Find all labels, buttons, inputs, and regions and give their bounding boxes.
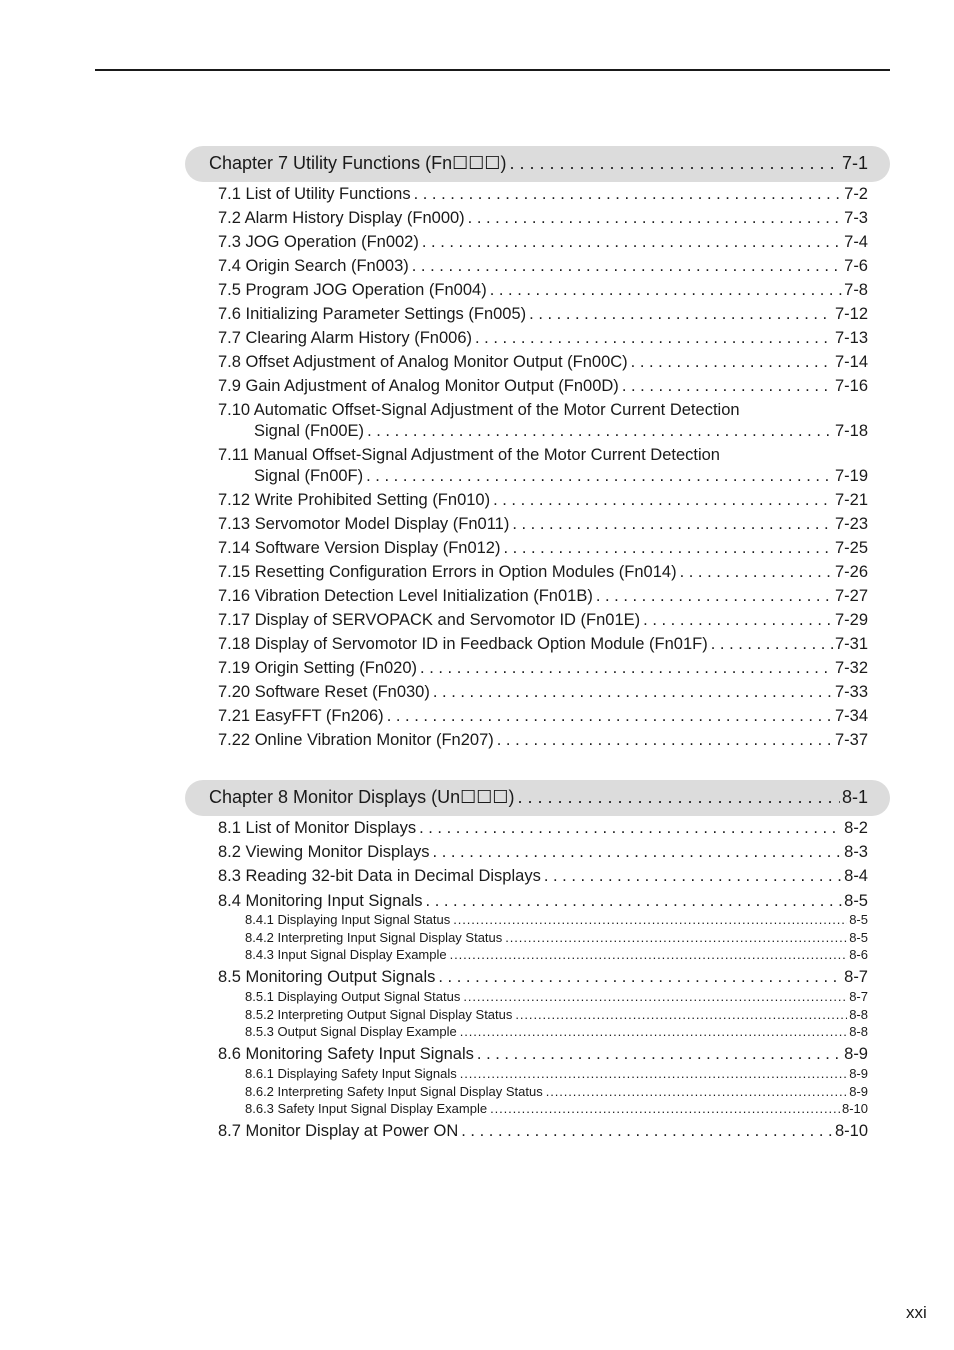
toc-subentry[interactable] [245, 1067, 868, 1081]
entry-title: 8.4 Monitoring Input Signals [218, 892, 423, 910]
toc-entry[interactable] [218, 281, 868, 299]
entry-title: 8.5.3 Output Signal Display Example [245, 1024, 457, 1039]
header-rule [95, 69, 890, 71]
entry-title: Signal (Fn00F) [254, 467, 364, 485]
page-number: xxi [906, 1303, 927, 1322]
dot-leader [416, 819, 842, 837]
dot-leader [490, 491, 833, 509]
dot-leader [500, 539, 832, 557]
chapter-8-heading[interactable] [185, 780, 890, 816]
entry-title: 8.4.2 Interpreting Input Signal Display Status [245, 930, 503, 945]
entry-title: 7.9 Gain Adjustment of Analog Monitor Output (Fn00D) [218, 377, 619, 395]
entry-title: 8.4.3 Input Signal Display Example [245, 947, 447, 962]
dot-leader [677, 563, 833, 581]
entry-title: 7.19 Origin Setting (Fn020) [218, 659, 418, 677]
toc-entry[interactable] [218, 683, 868, 701]
dot-leader [411, 185, 843, 203]
dot-leader [509, 515, 833, 533]
toc-entry[interactable] [218, 257, 868, 275]
dot-leader [515, 788, 840, 808]
toc-entry[interactable] [218, 819, 868, 837]
dot-leader [419, 233, 842, 251]
toc-entry[interactable] [218, 305, 868, 323]
toc-entry[interactable] [218, 491, 868, 509]
dot-leader [543, 1085, 847, 1099]
entry-title: 8.5.1 Displaying Output Signal Status [245, 989, 461, 1004]
page-ref: 8-3 [844, 843, 868, 861]
toc-entry[interactable] [218, 209, 868, 227]
dot-leader [435, 968, 842, 986]
dot-leader [472, 329, 833, 347]
page-ref: 8-7 [844, 968, 868, 986]
page-ref: 8-10 [841, 1101, 868, 1116]
dot-leader [541, 867, 842, 885]
dot-leader [457, 1067, 847, 1081]
dot-leader [430, 843, 843, 861]
dot-leader [364, 422, 833, 440]
dot-leader [457, 1025, 847, 1039]
page-ref: 7-6 [844, 257, 868, 275]
entry-title: 7.22 Online Vibration Monitor (Fn207) [218, 731, 494, 749]
page-ref: 7-4 [844, 233, 868, 251]
entry-title: 8.2 Viewing Monitor Displays [218, 843, 430, 861]
entry-title: 7.1 List of Utility Functions [218, 185, 411, 203]
entry-title: 7.3 JOG Operation (Fn002) [218, 233, 419, 251]
toc-subentry[interactable] [245, 990, 868, 1004]
entry-title: 8.6.3 Safety Input Signal Display Example [245, 1101, 488, 1116]
page-ref: 8-5 [849, 930, 868, 945]
page-ref: 8-6 [849, 947, 868, 962]
toc-entry[interactable] [218, 353, 868, 371]
page-ref: 8-9 [849, 1066, 868, 1081]
page-ref: 8-10 [834, 1122, 868, 1140]
dot-leader [708, 635, 833, 653]
entry-title: 7.8 Offset Adjustment of Analog Monitor Output (Fn00C) [218, 353, 628, 371]
page-ref: 7-23 [834, 515, 868, 533]
entry-title: 7.16 Vibration Detection Level Initialization (Fn01B) [218, 587, 593, 605]
toc-entry[interactable] [218, 515, 868, 533]
page-ref: 7-33 [834, 683, 868, 701]
page-ref: 7-37 [834, 731, 868, 749]
dot-leader [628, 353, 833, 371]
dot-leader [384, 707, 833, 725]
page-ref: 7-18 [834, 422, 868, 440]
toc-entry[interactable] [218, 563, 868, 581]
page-ref: 7-31 [834, 635, 868, 653]
entry-title: 7.7 Clearing Alarm History (Fn006) [218, 329, 473, 347]
entry-title: Signal (Fn00E) [254, 422, 365, 440]
entry-title: 7.15 Resetting Configuration Errors in Option Modules (Fn014) [218, 563, 677, 581]
page-ref: 8-9 [844, 1045, 868, 1063]
page-ref: 7-25 [834, 539, 868, 557]
dot-leader [507, 154, 840, 174]
dot-leader [593, 587, 833, 605]
page-ref: 8-7 [849, 989, 868, 1004]
dot-leader [494, 731, 833, 749]
page-ref: 7-2 [844, 185, 868, 203]
entry-title: 7.4 Origin Search (Fn003) [218, 257, 409, 275]
page-ref: 8-1 [841, 787, 868, 807]
page-ref: 8-5 [844, 892, 868, 910]
toc-entry[interactable] [254, 467, 868, 485]
page-ref: 7-32 [834, 659, 868, 677]
toc-entry-title-line[interactable]: 7.10 Automatic Offset-Signal Adjustment of the Motor Current Detection [218, 401, 740, 419]
toc-entry[interactable] [254, 422, 868, 440]
dot-leader [512, 1008, 847, 1022]
entry-title: 7.21 EasyFFT (Fn206) [218, 707, 384, 725]
toc-entry[interactable] [218, 233, 868, 251]
toc-entry[interactable] [218, 892, 868, 910]
dot-leader [526, 305, 833, 323]
entry-title: 8.4.1 Displaying Input Signal Status [245, 912, 451, 927]
page-ref: 7-34 [834, 707, 868, 725]
toc-entry[interactable] [218, 539, 868, 557]
toc-entry[interactable] [218, 377, 868, 395]
toc-entry-title-line[interactable]: 7.11 Manual Offset-Signal Adjustment of the Motor Current Detection [218, 446, 720, 464]
entry-title: 8.1 List of Monitor Displays [218, 819, 417, 837]
toc-entry[interactable] [218, 1122, 868, 1140]
page-ref: 7-1 [841, 153, 868, 173]
page-ref: 7-29 [834, 611, 868, 629]
entry-title: 8.6.1 Displaying Safety Input Signals [245, 1066, 457, 1081]
entry-title: 8.6.2 Interpreting Safety Input Signal Display Status [245, 1084, 543, 1099]
page-ref: 7-13 [834, 329, 868, 347]
toc-subentry[interactable] [245, 1085, 868, 1099]
entry-title: 7.17 Display of SERVOPACK and Servomotor ID (Fn01E) [218, 611, 641, 629]
dot-leader [474, 1045, 842, 1063]
toc-entry[interactable] [218, 185, 868, 203]
toc-entry[interactable] [218, 659, 868, 677]
dot-leader [460, 990, 847, 1004]
entry-title: 8.5.2 Interpreting Output Signal Display Status [245, 1007, 513, 1022]
toc-subentry[interactable] [245, 1102, 868, 1116]
entry-title: 7.13 Servomotor Model Display (Fn011) [218, 515, 510, 533]
page-ref: 8-9 [849, 1084, 868, 1099]
chapter-7-heading[interactable] [185, 146, 890, 182]
dot-leader [430, 683, 833, 701]
entry-title: 8.6 Monitoring Safety Input Signals [218, 1045, 474, 1063]
page-ref: 7-26 [834, 563, 868, 581]
toc-entry[interactable] [218, 843, 868, 861]
page-ref: 7-19 [834, 467, 868, 485]
page-ref: 7-14 [834, 353, 868, 371]
entry-title: 7.2 Alarm History Display (Fn000) [218, 209, 465, 227]
toc-subentry[interactable] [245, 913, 868, 927]
page-ref: 8-4 [844, 867, 868, 885]
dot-leader [417, 659, 833, 677]
page-ref: 7-12 [834, 305, 868, 323]
page-ref: 8-8 [849, 1024, 868, 1039]
toc-entry[interactable] [218, 731, 868, 749]
toc-entry[interactable] [218, 1045, 868, 1063]
entry-title: 7.20 Software Reset (Fn030) [218, 683, 430, 701]
dot-leader [458, 1122, 833, 1140]
toc-subentry[interactable] [245, 948, 868, 962]
toc-entry[interactable] [218, 635, 868, 653]
page-ref: 7-3 [844, 209, 868, 227]
dot-leader [447, 948, 848, 962]
page-ref: 8-8 [849, 1007, 868, 1022]
dot-leader [363, 467, 833, 485]
dot-leader [640, 611, 833, 629]
page-ref: 7-21 [834, 491, 868, 509]
dot-leader [465, 209, 842, 227]
page-ref: 7-8 [844, 281, 868, 299]
entry-title: 7.14 Software Version Display (Fn012) [218, 539, 501, 557]
dot-leader [502, 931, 847, 945]
entry-title: 8.3 Reading 32-bit Data in Decimal Displays [218, 867, 541, 885]
page-ref: 7-27 [834, 587, 868, 605]
toc-entry[interactable] [218, 587, 868, 605]
dot-leader [423, 892, 843, 910]
page-ref: 8-5 [849, 912, 868, 927]
dot-leader [409, 257, 842, 275]
dot-leader [487, 1102, 840, 1116]
toc-entry[interactable] [218, 329, 868, 347]
entry-title: 8.5 Monitoring Output Signals [218, 968, 436, 986]
page-ref: 8-2 [844, 819, 868, 837]
entry-title: 7.5 Program JOG Operation (Fn004) [218, 281, 487, 299]
dot-leader [619, 377, 833, 395]
dot-leader [450, 913, 847, 927]
toc-entry[interactable] [218, 611, 868, 629]
toc-subentry[interactable] [245, 1025, 868, 1039]
page-ref: 7-16 [834, 377, 868, 395]
entry-title: 7.12 Write Prohibited Setting (Fn010) [218, 491, 491, 509]
toc-subentry[interactable] [245, 931, 868, 945]
toc-entry[interactable] [218, 968, 868, 986]
toc-entry[interactable] [218, 867, 868, 885]
toc-subentry[interactable] [245, 1008, 868, 1022]
entry-title: 7.6 Initializing Parameter Settings (Fn005) [218, 305, 527, 323]
chapter-title: Chapter 7 Utility Functions (Fn☐☐☐) [209, 153, 507, 173]
entry-title: 7.18 Display of Servomotor ID in Feedback Option Module (Fn01F) [218, 635, 708, 653]
toc-entry[interactable] [218, 707, 868, 725]
entry-title: 8.7 Monitor Display at Power ON [218, 1122, 459, 1140]
chapter-title: Chapter 8 Monitor Displays (Un☐☐☐) [209, 787, 515, 807]
dot-leader [487, 281, 842, 299]
